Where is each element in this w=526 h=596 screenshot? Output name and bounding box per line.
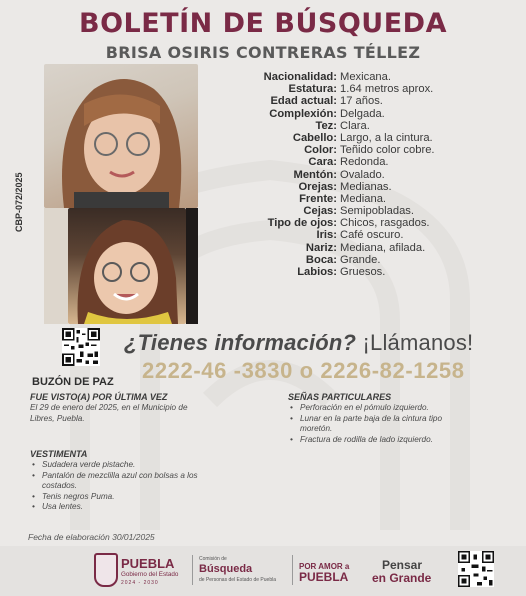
field-value: Chicos, rasgados. bbox=[340, 217, 430, 230]
field-value: 1.64 metros aprox. bbox=[340, 83, 434, 96]
photo-2-left-background bbox=[44, 208, 68, 324]
puebla-logo-name: PUEBLA bbox=[121, 556, 175, 571]
info-question bbox=[124, 330, 473, 356]
list-item-line: • Sudadera verde pistache. bbox=[42, 460, 136, 469]
pensar-logo-bottom: en Grande bbox=[372, 571, 432, 585]
list-item-line: • Usa lentes. bbox=[42, 502, 83, 512]
list-item bbox=[32, 471, 198, 492]
person-photo-1 bbox=[44, 64, 198, 208]
field-orejas bbox=[206, 181, 435, 193]
field-label: Complexión: bbox=[269, 107, 337, 120]
field-boca bbox=[206, 254, 435, 266]
field-labios bbox=[206, 266, 435, 278]
field-tipo-ojos bbox=[206, 217, 435, 229]
field-nacionalidad bbox=[206, 71, 435, 83]
field-value: Mediana, afilada. bbox=[340, 241, 426, 254]
field-edad bbox=[206, 95, 435, 107]
elaboration-date: Fecha de elaboración 30/01/2025 bbox=[28, 532, 155, 542]
pensar-logo-top: Pensar bbox=[382, 558, 423, 572]
field-label: Orejas: bbox=[298, 180, 337, 193]
list-item bbox=[290, 414, 442, 435]
field-label: Cejas: bbox=[303, 205, 337, 218]
puebla-logo-subtitle: Gobierno del Estado bbox=[121, 571, 179, 578]
list-item-line: • Pantalón de mezclilla azul con bolsas a los bbox=[42, 470, 198, 480]
field-iris bbox=[206, 229, 435, 241]
list-item bbox=[32, 502, 198, 513]
field-cejas bbox=[206, 205, 435, 217]
field-value: Café oscuro. bbox=[340, 229, 404, 242]
list-item bbox=[290, 435, 442, 446]
field-label: Mentón: bbox=[293, 168, 337, 181]
footer-divider bbox=[292, 555, 293, 585]
buzon-de-paz-label: BUZÓN DE PAZ bbox=[32, 376, 114, 388]
folio-number: CBP-072/2025 bbox=[14, 172, 24, 232]
field-value: Semipobladas. bbox=[340, 205, 415, 218]
field-value: Grande. bbox=[340, 253, 381, 266]
field-frente bbox=[206, 193, 435, 205]
field-value: Medianas. bbox=[340, 180, 392, 193]
vestimenta-list bbox=[32, 460, 198, 513]
comision-logo-name: Búsqueda bbox=[199, 563, 253, 575]
last-seen-text bbox=[30, 403, 188, 424]
field-label: Edad actual: bbox=[270, 95, 337, 108]
field-label: Color: bbox=[304, 144, 337, 157]
field-label: Nacionalidad: bbox=[263, 71, 337, 83]
field-menton bbox=[206, 169, 435, 181]
puebla-seal-icon bbox=[94, 553, 118, 587]
last-seen-heading: FUE VISTO(A) POR ÚLTIMA VEZ bbox=[30, 392, 168, 402]
field-value: Clara. bbox=[340, 119, 370, 132]
field-nariz bbox=[206, 242, 435, 254]
field-tez bbox=[206, 120, 435, 132]
footer-qr-code[interactable] bbox=[458, 551, 494, 587]
field-complexion bbox=[206, 108, 435, 120]
field-value: Delgada. bbox=[340, 107, 385, 120]
field-label: Cabello: bbox=[292, 131, 337, 144]
field-value: Mexicana. bbox=[340, 71, 391, 83]
field-label: Tez: bbox=[315, 119, 337, 132]
field-label: Labios: bbox=[297, 266, 337, 278]
comision-logo-subtitle: de Personas del Estado de Puebla bbox=[199, 577, 276, 583]
field-value: Ovalado. bbox=[340, 168, 385, 181]
field-estatura bbox=[206, 83, 435, 95]
list-item bbox=[290, 403, 442, 414]
list-item-line: • Lunar en la parte baja de la cintura tipo bbox=[300, 413, 443, 423]
senas-heading: SEÑAS PARTICULARES bbox=[288, 392, 392, 402]
field-value: 17 años. bbox=[340, 95, 383, 108]
field-value: Teñido color cobre. bbox=[340, 144, 435, 157]
list-item-line: • Fractura de rodilla de lado izquierdo. bbox=[300, 434, 433, 444]
field-cara bbox=[206, 156, 435, 168]
field-label: Frente: bbox=[299, 192, 337, 205]
footer-divider bbox=[192, 555, 193, 585]
puebla-logo-years: 2024 - 2030 bbox=[121, 580, 159, 586]
comision-logo-prefix: Comisión de bbox=[199, 556, 227, 562]
field-label: Iris: bbox=[316, 229, 337, 242]
field-label: Boca: bbox=[305, 253, 337, 266]
last-seen-line: Libres, Puebla. bbox=[30, 413, 85, 423]
field-value: Gruesos. bbox=[340, 266, 386, 278]
missing-person-name: BRISA OSIRIS CONTRERAS TÉLLEZ bbox=[105, 43, 421, 62]
contact-phone-numbers[interactable]: 2222-46 -3830 o 2226-82-1258 bbox=[142, 358, 465, 383]
buzon-qr-code[interactable] bbox=[62, 328, 100, 366]
field-value: Redonda. bbox=[340, 156, 389, 169]
field-value: Mediana. bbox=[340, 192, 387, 205]
info-question-text: ¿Tienes información? bbox=[124, 330, 357, 355]
list-item-line: • Perforación en el pómulo izquierdo. bbox=[300, 403, 429, 412]
por-amor-logo-top: POR AMOR a bbox=[299, 562, 350, 571]
field-value: Largo, a la cintura. bbox=[340, 131, 433, 144]
list-item-line: costados. bbox=[42, 481, 78, 491]
bulletin-title: BOLETÍN DE BÚSQUEDA bbox=[79, 8, 447, 39]
footer-logos-bar bbox=[0, 546, 526, 596]
list-item bbox=[32, 460, 198, 471]
list-item bbox=[32, 492, 198, 503]
physical-description bbox=[206, 71, 435, 278]
field-label: Tipo de ojos: bbox=[267, 217, 337, 230]
field-cabello bbox=[206, 132, 435, 144]
field-color bbox=[206, 144, 435, 156]
photo-2-right-background bbox=[186, 208, 198, 324]
list-item-line: moretón. bbox=[300, 424, 333, 434]
senas-list bbox=[290, 403, 442, 445]
field-label: Nariz: bbox=[305, 241, 337, 254]
vestimenta-heading: VESTIMENTA bbox=[30, 449, 88, 459]
field-label: Estatura: bbox=[288, 83, 337, 96]
person-photo-2 bbox=[68, 208, 186, 324]
list-item-line: • Tenis negros Puma. bbox=[42, 491, 115, 501]
last-seen-line: El 29 de enero del 2025, en el Municipio de bbox=[30, 403, 188, 412]
field-label: Cara: bbox=[308, 156, 337, 169]
por-amor-logo-bottom: PUEBLA bbox=[299, 570, 349, 584]
call-us-text: ¡Llámanos! bbox=[362, 330, 474, 355]
